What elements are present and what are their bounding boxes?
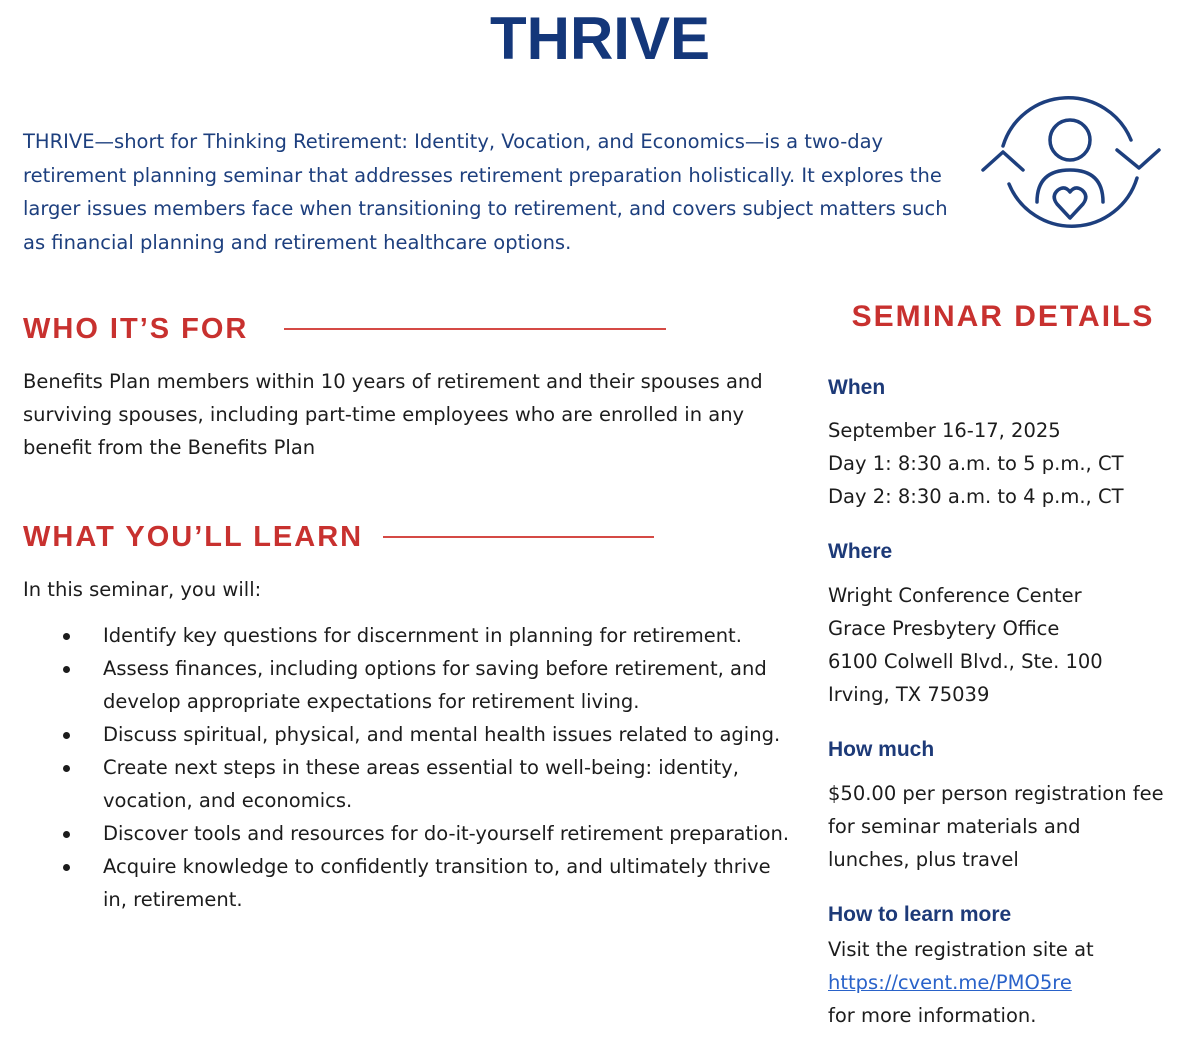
list-item: Acquire knowledge to confidently transition to, and ultimately thrive in, retirement. (23, 850, 793, 916)
when-date: September 16-17, 2025 (828, 419, 1061, 442)
section-divider (383, 536, 654, 538)
page-title: THRIVE (489, 5, 711, 72)
list-item: Discuss spiritual, physical, and mental health issues related to aging. (23, 718, 793, 751)
cost-line: for seminar materials and (828, 815, 1081, 838)
when-day1: Day 1: 8:30 a.m. to 5 p.m., CT (828, 452, 1124, 475)
learn-section-header (23, 517, 654, 557)
where-line: Grace Presbytery Office (828, 617, 1060, 640)
intro-paragraph: THRIVE—short for Thinking Retirement: Identity, Vocation, and Economics—is a two-day retirement planning seminar that addresses retirement preparation holistically. It explores the larger issues members face when transitioning to retirement, and covers subject matters such as financial planning and retirement healthcare options. (23, 130, 948, 254)
learn-more-details (828, 933, 1193, 1032)
learn-more-after: for more information. (828, 1004, 1037, 1027)
seminar-details-heading: SEMINAR DETAILS (851, 300, 1155, 333)
when-details (828, 414, 1193, 513)
learn-intro: In this seminar, you will: (23, 578, 262, 601)
who-description: Benefits Plan members within 10 years of retirement and their spouses and surviving spouses, including part-time employees who are enrolled in any benefit from the Benefits Plan (23, 370, 763, 459)
list-item: Create next steps in these areas essential to well-being: identity, vocation, and economics. (23, 751, 793, 817)
learn-more-label: How to learn more (828, 903, 1012, 926)
cost-line: $50.00 per person registration fee (828, 782, 1164, 805)
list-item: Assess finances, including options for saving before retirement, and develop appropriate expectations for retirement living. (23, 652, 793, 718)
when-label: When (828, 376, 886, 399)
when-day2: Day 2: 8:30 a.m. to 4 p.m., CT (828, 485, 1124, 508)
registration-link[interactable]: https://cvent.me/PMO5re (828, 971, 1072, 994)
how-much-details (828, 777, 1193, 876)
where-details (828, 579, 1193, 711)
where-line: 6100 Colwell Blvd., Ste. 100 (828, 650, 1103, 673)
how-much-label: How much (828, 738, 935, 761)
where-line: Wright Conference Center (828, 584, 1082, 607)
list-item: Discover tools and resources for do-it-yourself retirement preparation. (23, 817, 793, 850)
section-divider (284, 328, 666, 330)
cost-line: lunches, plus travel (828, 848, 1019, 871)
learn-more-text: Visit the registration site at (828, 938, 1094, 961)
where-label: Where (828, 540, 893, 563)
person-heart-cycle-icon (975, 88, 1165, 236)
who-section-header (23, 309, 666, 349)
learn-list (23, 619, 793, 916)
learn-heading: WHAT YOU’LL LEARN (23, 520, 364, 553)
where-line: Irving, TX 75039 (828, 683, 990, 706)
list-item: Identify key questions for discernment in planning for retirement. (23, 619, 793, 652)
who-heading: WHO IT’S FOR (23, 312, 249, 345)
